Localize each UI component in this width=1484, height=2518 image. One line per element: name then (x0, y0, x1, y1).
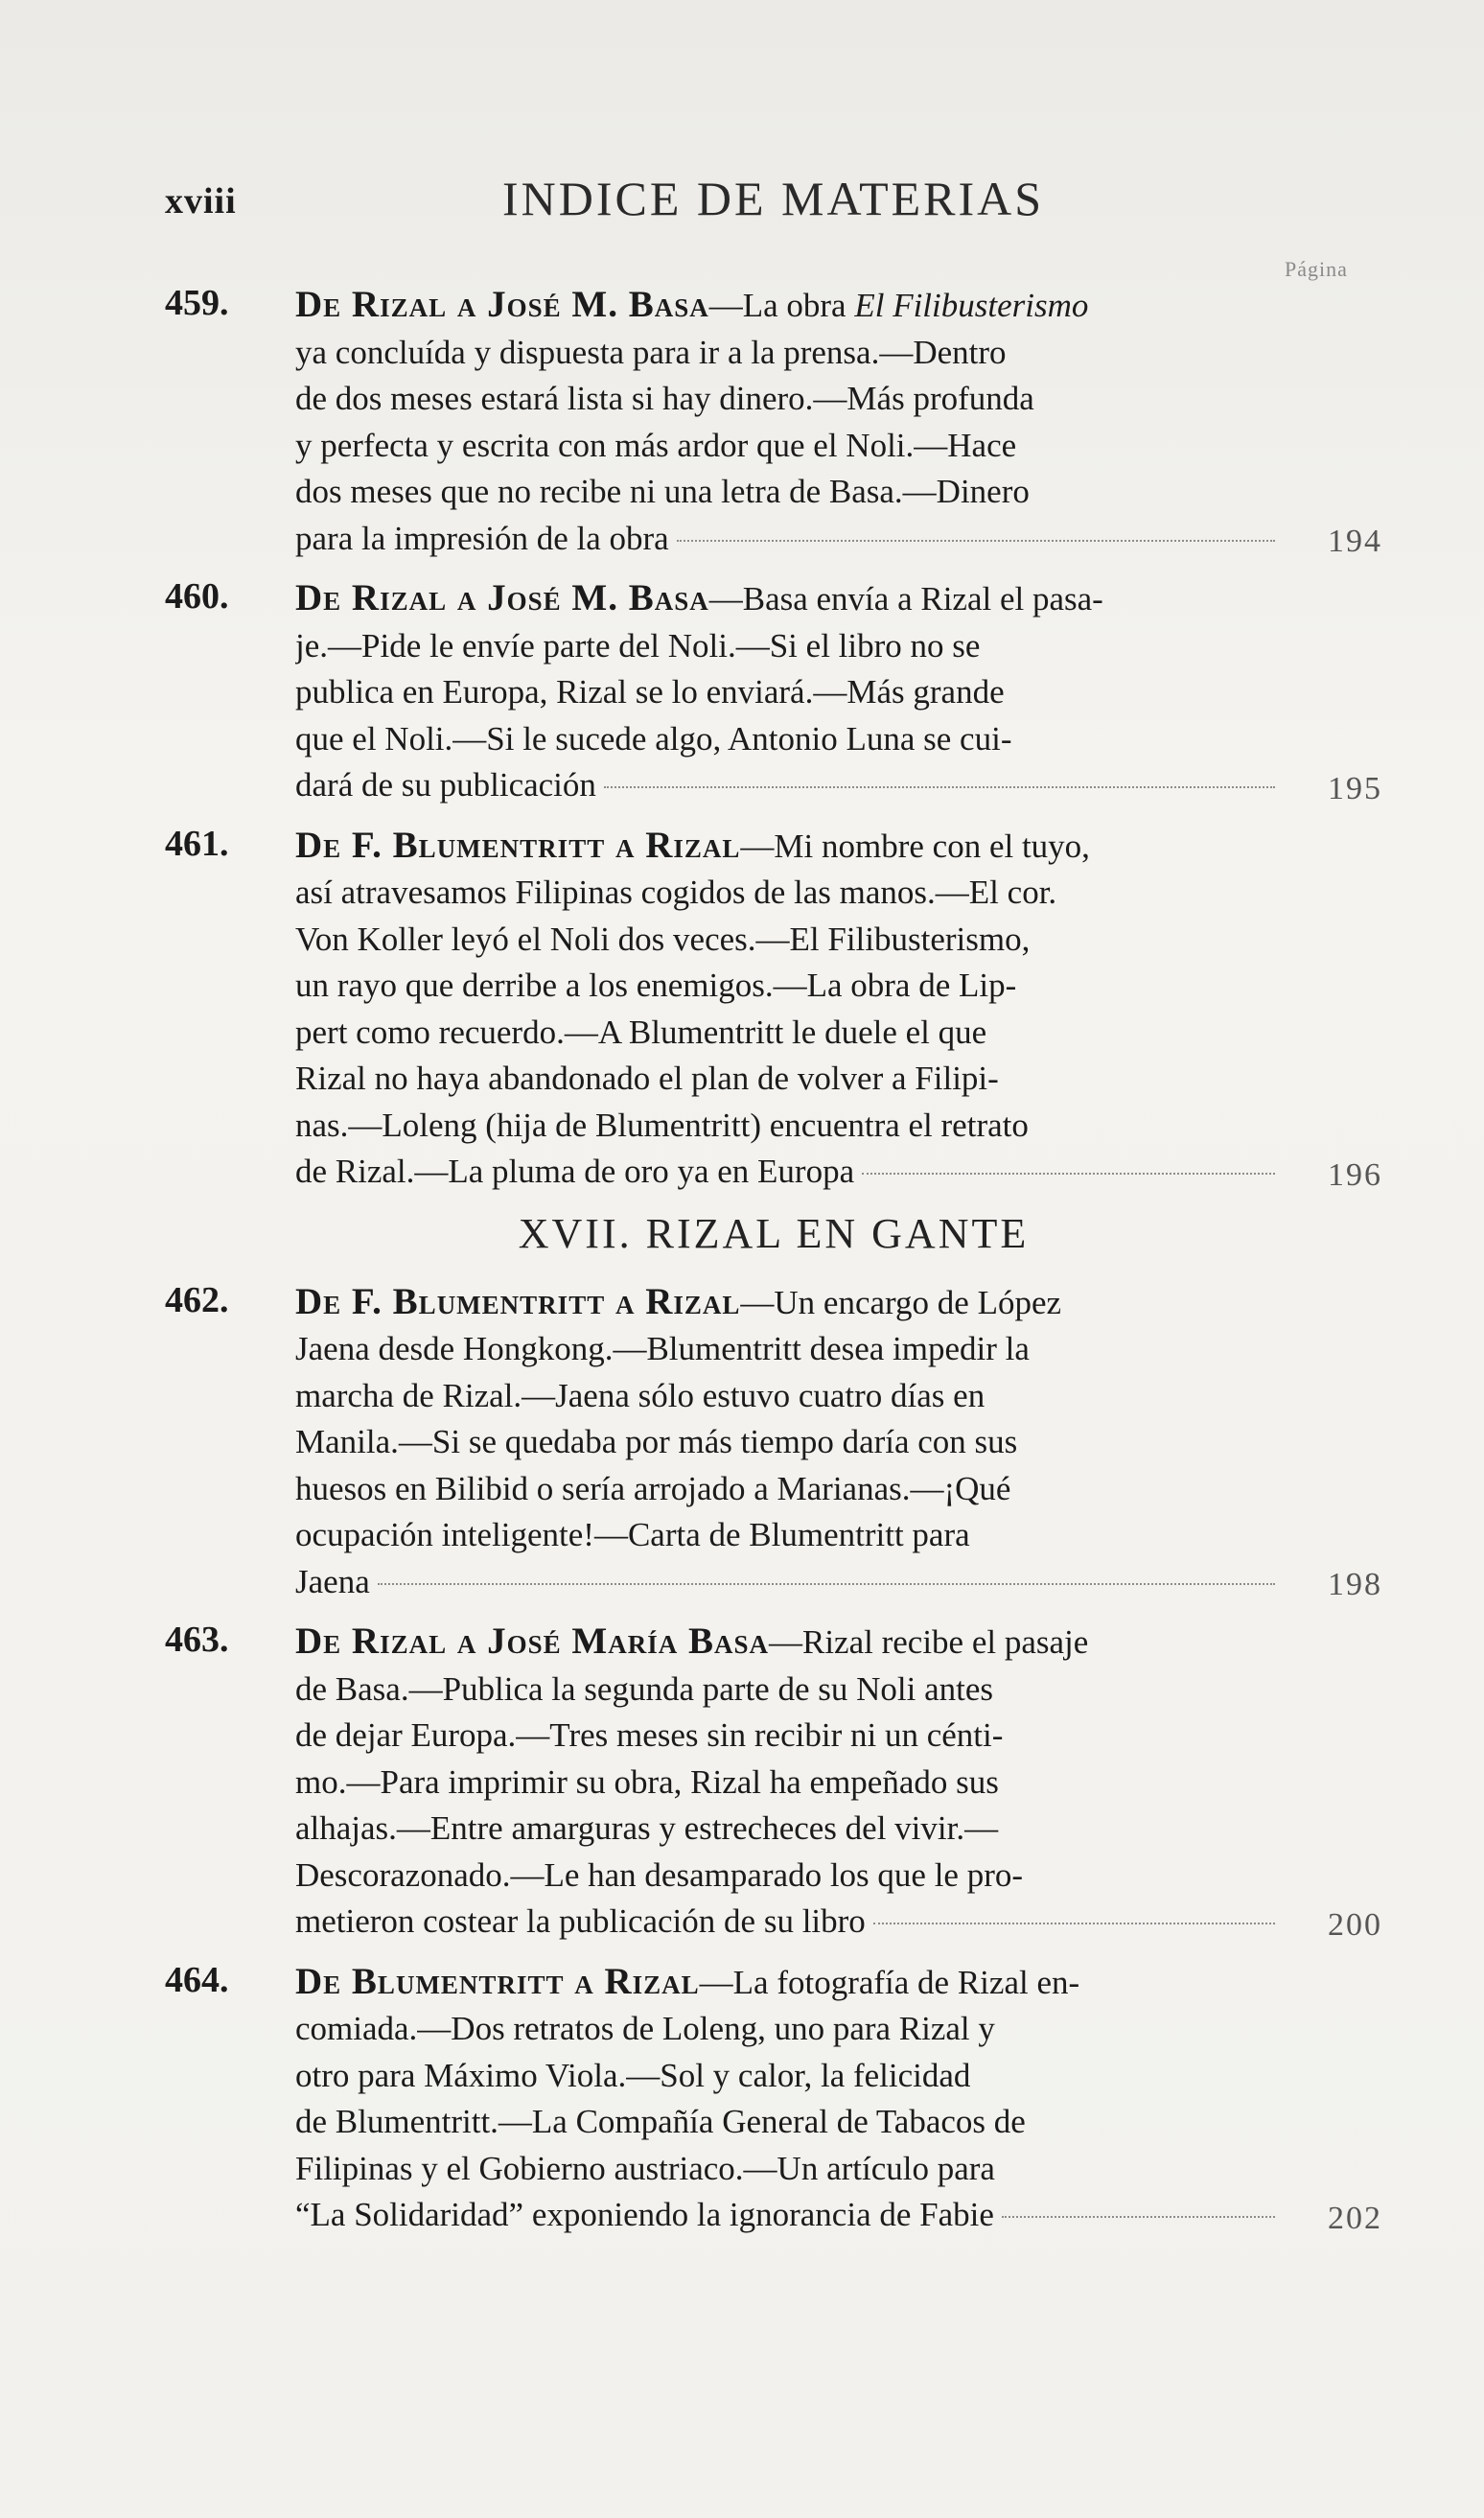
entries-before-section (165, 282, 1382, 1196)
entry-line-text: —Basa envía a Rizal el pasa- (708, 580, 1103, 618)
entry-first-line (295, 823, 1283, 871)
entry-number: 463. (165, 1620, 229, 1660)
dot-leader (1002, 2216, 1275, 2218)
entry-text (295, 823, 1283, 1196)
entry-page-number: 200 (1328, 1906, 1382, 1943)
entry-line-text: marcha de Rizal.—Jaena sólo estuvo cuatro días en (295, 1376, 985, 1414)
toc-entry (165, 823, 1382, 1196)
entries-after-section (165, 1279, 1382, 2239)
entry-text (295, 1279, 1283, 1606)
pagina-column-label: Página (1285, 257, 1348, 281)
entry-text (295, 1619, 1283, 1946)
entry-last-line (295, 2192, 1283, 2239)
entry-number: 464. (165, 1959, 229, 2000)
entry-line-text: que el Noli.—Si le sucede algo, Antonio Luna se cui- (295, 719, 1012, 758)
entry-text (295, 575, 1283, 809)
dot-leader (378, 1583, 1275, 1585)
entry-last-line (295, 516, 1283, 563)
entry-line-text: dos meses que no recibe ni una letra de Basa.—Dinero (295, 473, 1030, 510)
entry-line-text: je.—Pide le envíe parte del Noli.—Si el libro no se (295, 626, 981, 664)
entry-line-text: metieron costear la publicación de su libro (295, 1902, 866, 1940)
dot-leader (604, 786, 1275, 788)
page-folio: xviii (165, 181, 237, 221)
entry-page-number: 202 (1328, 2200, 1382, 2236)
running-title: INDICE DE MATERIAS (502, 172, 1045, 225)
toc-entry (165, 1959, 1382, 2239)
dot-leader (873, 1923, 1275, 1924)
entry-line-text: —Un encargo de López (740, 1283, 1062, 1321)
entry-correspondents: De F. Blumentritt a Rizal (295, 824, 741, 866)
entry-correspondents: De F. Blumentritt a Rizal (295, 1280, 741, 1322)
entry-line-text: nas.—Loleng (hija de Blumentritt) encuentra el retrato (295, 1106, 1029, 1144)
entry-number: 459. (165, 283, 229, 323)
entry-line-text: alhajas.—Entre amarguras y estrecheces del vivir.— (295, 1809, 999, 1847)
entry-line-text: huesos en Bilibid o sería arrojado a Marianas.—¡Qué (295, 1469, 1011, 1507)
dot-leader (677, 540, 1275, 542)
entry-correspondents: De Blumentritt a Rizal (295, 1960, 700, 2002)
entry-correspondents: De Rizal a José M. Basa (295, 577, 709, 618)
toc-entry (165, 1279, 1382, 1606)
entry-line-text: de Basa.—Publica la segunda parte de su Noli antes (295, 1669, 993, 1708)
entry-line-text: de dejar Europa.—Tres meses sin recibir ni un cénti- (295, 1716, 1004, 1754)
entry-line-text: ya concluída y dispuesta para ir a la prensa.—Dentro (295, 333, 1007, 371)
entry-line-text: mo.—Para imprimir su obra, Rizal ha empeñado sus (295, 1762, 999, 1801)
entry-first-line (295, 1279, 1283, 1327)
page-header (165, 163, 1363, 230)
entry-line-text: Manila.—Si se quedaba por más tiempo daría con sus (295, 1423, 1018, 1460)
entry-last-line (295, 1899, 1283, 1946)
entry-line-text: —La obra El Filibusterismo (708, 287, 1089, 324)
entry-page-number: 196 (1328, 1156, 1382, 1193)
toc-entry (165, 1619, 1382, 1946)
entry-line-text: de Rizal.—La pluma de oro ya en Europa (295, 1153, 855, 1190)
entry-last-line (295, 762, 1283, 809)
entry-correspondents: De Rizal a José M. Basa (295, 284, 709, 325)
entry-line-text: —Mi nombre con el tuyo, (740, 827, 1090, 865)
toc-entry (165, 282, 1382, 562)
entry-line-text: Jaena desde Hongkong.—Blumentritt desea impedir la (295, 1330, 1030, 1367)
entry-line-text: —La fotografía de Rizal en- (699, 1963, 1080, 2001)
entry-first-line (295, 282, 1283, 330)
entry-text (295, 282, 1283, 562)
entry-line-text: Descorazonado.—Le han desamparado los que le pro- (295, 1855, 1024, 1894)
entry-line-text: comiada.—Dos retratos de Loleng, uno para Rizal y (295, 2010, 995, 2047)
entry-number: 461. (165, 823, 229, 864)
entry-line-text: Von Koller leyó el Noli dos veces.—El Filibusterismo, (295, 920, 1031, 958)
entry-text (295, 1959, 1283, 2239)
entry-line-text: ocupación inteligente!—Carta de Blumentritt para (295, 1516, 970, 1553)
entry-line-text: así atravesamos Filipinas cogidos de las manos.—El cor. (295, 874, 1057, 911)
entry-line-text: —Rizal recibe el pasaje (768, 1623, 1089, 1661)
entry-first-line (295, 1959, 1283, 2007)
entry-page-number: 198 (1328, 1567, 1382, 1602)
entry-correspondents: De Rizal a José María Basa (295, 1620, 769, 1662)
entry-number: 462. (165, 1279, 229, 1320)
section-heading: XVII. RIZAL EN GANTE (518, 1209, 1030, 1257)
entry-line-text: “La Solidaridad” exponiendo la ignorancia de Fabie (295, 2196, 994, 2233)
table-of-contents (165, 282, 1382, 2252)
entry-line-text: y perfecta y escrita con más ardor que el Noli.—Hace (295, 426, 1017, 464)
toc-entry (165, 575, 1382, 809)
entry-line-text: un rayo que derribe a los enemigos.—La obra de Lip- (295, 967, 1017, 1004)
entry-first-line (295, 1619, 1283, 1667)
entry-first-line (295, 575, 1283, 623)
entry-number: 460. (165, 576, 229, 617)
entry-line-text: de dos meses estará lista si hay dinero.—Más profunda (295, 380, 1034, 417)
entry-last-line (295, 1559, 1283, 1606)
dot-leader (862, 1173, 1275, 1175)
entry-line-text: Filipinas y el Gobierno austriaco.—Un artículo para (295, 2149, 995, 2187)
entry-line-text: dará de su publicación (295, 766, 596, 804)
entry-line-text: de Blumentritt.—La Compañía General de Tabacos de (295, 2103, 1026, 2140)
entry-page-number: 195 (1328, 770, 1382, 806)
entry-page-number: 194 (1328, 524, 1382, 559)
entry-line-text: otro para Máximo Viola.—Sol y calor, la felicidad (295, 2056, 971, 2094)
entry-line-text: pert como recuerdo.—A Blumentritt le duele el que (295, 1013, 987, 1051)
entry-line-text: publica en Europa, Rizal se lo enviará.—Más grande (295, 673, 1005, 711)
entry-line-text: Rizal no haya abandonado el plan de volver a Filipi- (295, 1060, 999, 1097)
entry-line-text: para la impresión de la obra (295, 519, 669, 557)
entry-line-text: Jaena (295, 1562, 370, 1600)
entry-last-line (295, 1149, 1283, 1196)
